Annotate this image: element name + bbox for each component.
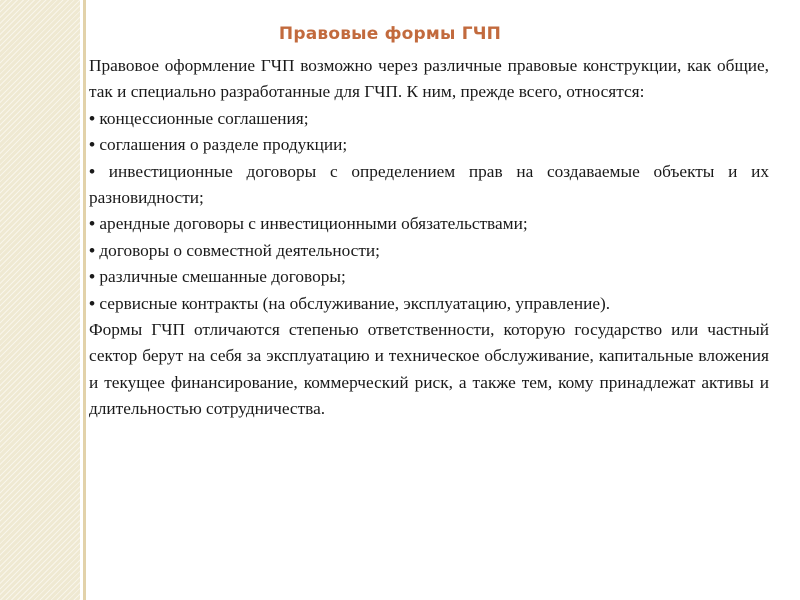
list-item-text: арендные договоры с инвестиционными обязательствами; — [99, 214, 528, 234]
list-item-text: договоры о совместной деятельности; — [99, 240, 380, 260]
list-item-text: концессионные соглашения; — [99, 108, 309, 128]
slide-title: Правовые формы ГЧП — [278, 24, 502, 44]
slide-body — [89, 53, 769, 423]
list-item — [89, 291, 769, 317]
bullet-icon: • — [89, 267, 96, 287]
bullet-icon: • — [89, 108, 96, 128]
conclusion-paragraph: Формы ГЧП отличаются степенью ответственности, которую государство или частный сектор берут на себя за эксплуатацию и техническое обслуживание, капитальные вложения и текущее финансирование, коммерческий риск, а также тем, кому принадлежат активы и длительностью сотрудничества. — [89, 320, 769, 419]
list-item — [89, 238, 769, 264]
forms-list — [89, 106, 769, 317]
list-item — [89, 106, 769, 132]
decorative-side-band — [0, 0, 80, 600]
list-item — [89, 264, 769, 290]
bullet-icon: • — [89, 161, 96, 181]
list-item-text: сервисные контракты (на обслуживание, эксплуатацию, управление). — [99, 293, 611, 313]
bullet-icon: • — [89, 240, 96, 260]
decorative-side-line — [83, 0, 86, 600]
list-item-text: инвестиционные договоры с определением прав на создаваемые объекты и их разновидности; — [89, 161, 769, 208]
list-item — [89, 211, 769, 237]
list-item-text: различные смешанные договоры; — [99, 267, 346, 287]
intro-paragraph: Правовое оформление ГЧП возможно через различные правовые конструкции, как общие, так и специально разработанные для ГЧП. К ним, прежде всего, относятся: — [89, 56, 769, 102]
list-item-text: соглашения о разделе продукции; — [99, 135, 348, 155]
list-item — [89, 159, 769, 212]
bullet-icon: • — [89, 293, 96, 313]
list-item — [89, 132, 769, 158]
bullet-icon: • — [89, 135, 96, 155]
bullet-icon: • — [89, 214, 96, 234]
